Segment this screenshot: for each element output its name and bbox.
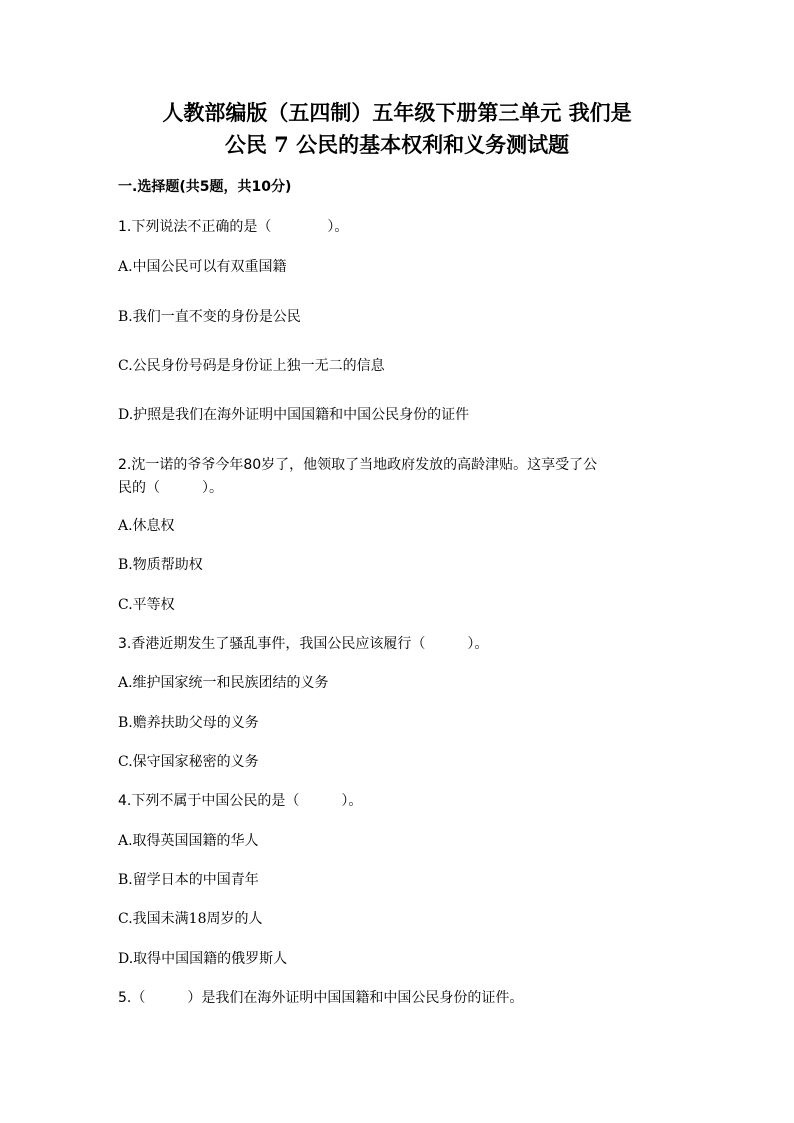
- question-4-stem: 4.下列不属于中国公民的是（ ）。: [118, 793, 363, 809]
- question-4-option-d: D.取得中国国籍的俄罗斯人: [118, 951, 288, 967]
- question-2-stem-line-2: 民的（ ）。: [118, 480, 223, 496]
- question-3-option-b: B.赡养扶助父母的义务: [118, 715, 259, 731]
- document-title-line-1: 人教部编版（五四制）五年级下册第三单元 我们是: [162, 100, 632, 125]
- question-1-option-a: A.中国公民可以有双重国籍: [118, 259, 287, 275]
- question-1-stem: 1.下列说法不正确的是（ ）。: [118, 219, 349, 235]
- question-4-option-a: A.取得英国国籍的华人: [118, 833, 259, 849]
- question-2-option-a: A.休息权: [118, 518, 175, 534]
- section-heading: 一.选择题(共5题，共10分): [118, 179, 292, 195]
- question-2-stem-line-1: 2.沈一诺的爷爷今年80岁了，他领取了当地政府发放的高龄津贴。这享受了公: [118, 457, 598, 473]
- question-2-option-c: C.平等权: [118, 597, 175, 613]
- question-2-option-b: B.物质帮助权: [118, 557, 203, 573]
- question-3-stem: 3.香港近期发生了骚乱事件，我国公民应该履行（ ）。: [118, 636, 489, 652]
- question-4-option-c: C.我国未满18周岁的人: [118, 911, 263, 927]
- question-1-option-c: C.公民身份号码是身份证上独一无二的信息: [118, 358, 385, 374]
- question-3-option-a: A.维护国家统一和民族团结的义务: [118, 675, 329, 691]
- question-5-stem: 5.（ ）是我们在海外证明中国国籍和中国公民身份的证件。: [118, 990, 524, 1006]
- question-4-option-b: B.留学日本的中国青年: [118, 872, 259, 888]
- document-title-line-2: 公民 7 公民的基本权利和义务测试题: [224, 132, 570, 157]
- question-3-option-c: C.保守国家秘密的义务: [118, 754, 259, 770]
- question-1-option-d: D.护照是我们在海外证明中国国籍和中国公民身份的证件: [118, 407, 470, 423]
- question-1-option-b: B.我们一直不变的身份是公民: [118, 309, 301, 325]
